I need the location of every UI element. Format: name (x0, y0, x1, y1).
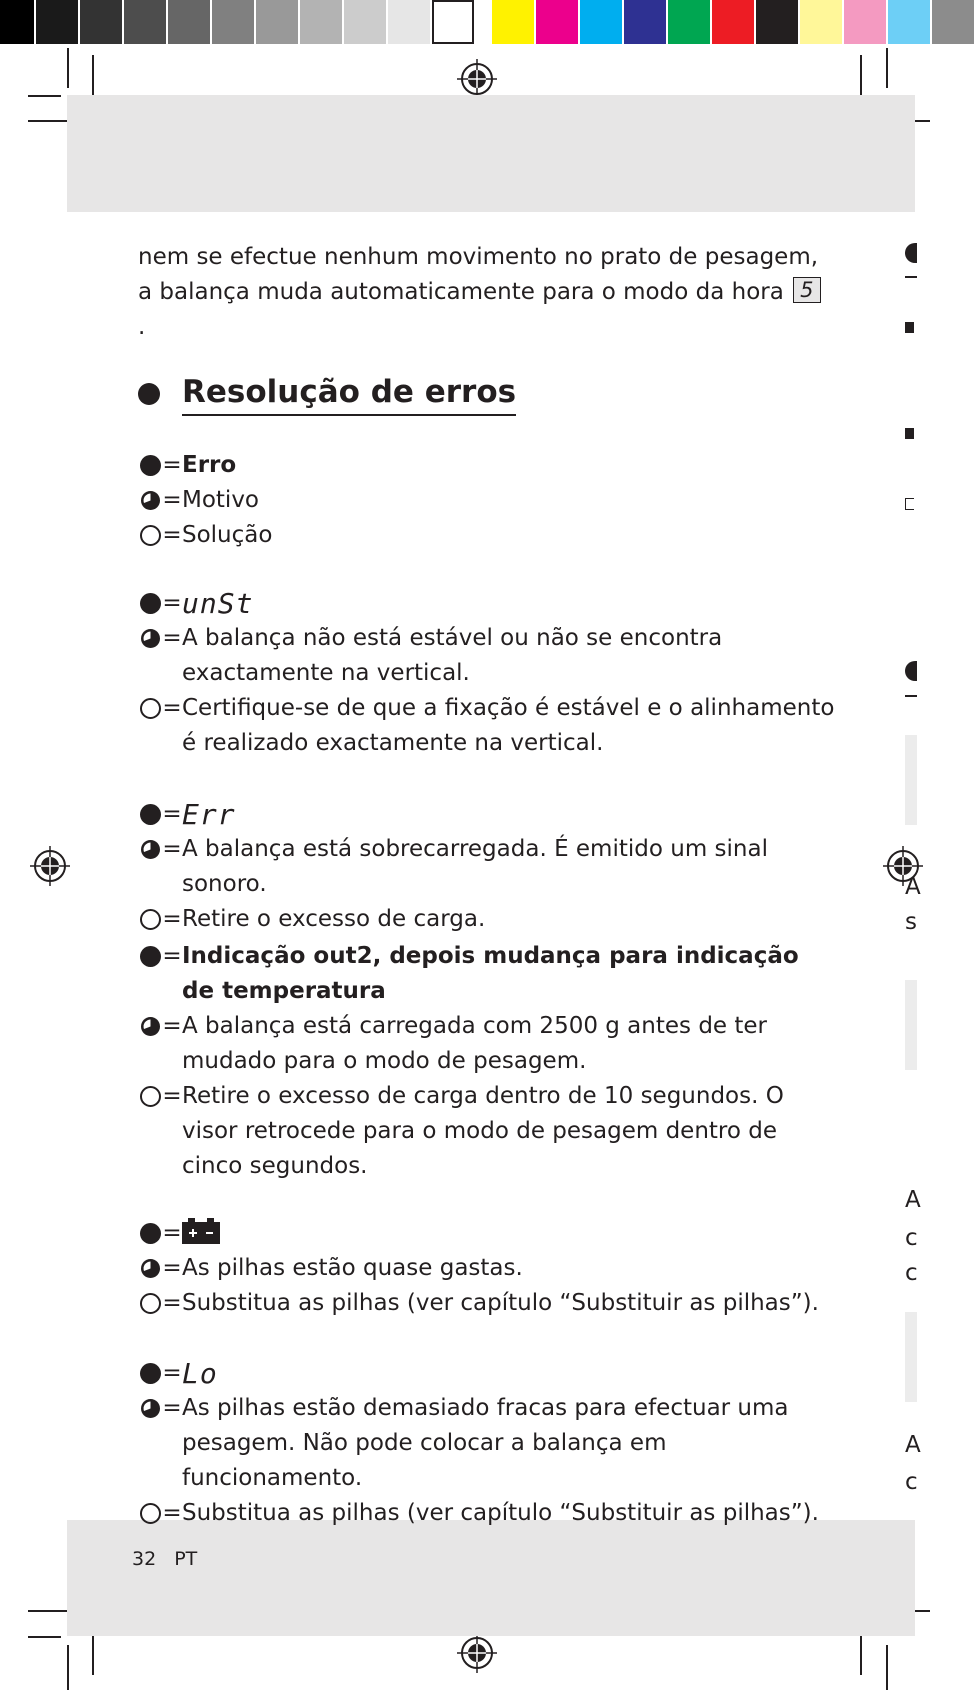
error-symbol-icon (140, 1363, 161, 1384)
color-swatch (80, 0, 122, 44)
reason-row (138, 1009, 838, 1079)
equals-sign: = (162, 943, 182, 969)
section-title: Resolução de erros (182, 372, 516, 416)
next-page-letter-fragment: c (905, 1260, 918, 1286)
section-heading (138, 372, 516, 416)
color-swatch (256, 0, 298, 44)
next-page-letter-fragment: A (905, 874, 921, 900)
equals-sign: = (162, 1360, 182, 1386)
equals-sign: = (162, 1013, 182, 1039)
error-symbol-icon (140, 946, 161, 967)
crop-mark (67, 48, 69, 88)
equals-sign: = (162, 625, 182, 651)
color-swatch (36, 0, 78, 44)
print-color-bar (0, 0, 954, 48)
color-swatch (624, 0, 666, 44)
reason-symbol-icon (140, 1016, 161, 1037)
error-symbol-icon (140, 1223, 161, 1244)
equals-sign: = (162, 590, 182, 616)
color-swatch (712, 0, 754, 44)
solution-symbol-icon (140, 1293, 161, 1314)
legend-list (138, 448, 838, 553)
solution-text: Certifique-se de que a fixação é estável e o alinhamento é realizado exactamente na vertical. (182, 695, 835, 756)
crop-mark (886, 48, 888, 88)
solution-row (138, 1496, 838, 1531)
color-swatch (756, 0, 798, 44)
color-swatch (300, 0, 342, 44)
error-entry-battery (138, 1216, 838, 1321)
legend-item-reason (138, 483, 838, 518)
solution-text: Substitua as pilhas (ver capítulo “Substituir as pilhas”). (182, 1290, 819, 1316)
error-symbol-icon (140, 804, 161, 825)
solution-row (138, 1079, 838, 1184)
next-page-panel-fragment (905, 980, 917, 1070)
figure-reference-box: 5 (793, 277, 820, 303)
color-swatch (0, 0, 34, 44)
reason-row (138, 621, 838, 691)
equals-sign: = (162, 1220, 182, 1246)
header-band (67, 95, 915, 212)
error-symbol-icon (140, 593, 161, 614)
error-row (138, 586, 838, 621)
color-swatch (536, 0, 578, 44)
color-swatch (668, 0, 710, 44)
intro-text: nem se efectue nenhum movimento no prato de pesagem, a balança muda automaticamente para o modo da hora (138, 244, 819, 305)
registration-mark-icon (30, 846, 70, 886)
crop-mark (28, 1636, 61, 1638)
solution-symbol-icon (140, 525, 161, 546)
battery-icon (182, 1218, 220, 1244)
equals-sign: = (162, 522, 182, 548)
intro-text-end: . (138, 314, 146, 340)
equals-sign: = (162, 1255, 182, 1281)
registration-mark-icon (457, 1633, 497, 1673)
crop-mark (92, 1630, 94, 1675)
legend-label: Motivo (182, 487, 260, 513)
reason-row (138, 1391, 838, 1496)
next-page-letter-fragment: s (905, 909, 917, 935)
equals-sign: = (162, 801, 182, 827)
color-swatch (212, 0, 254, 44)
solution-symbol-icon (140, 909, 161, 930)
next-page-letter-fragment: A (905, 1187, 921, 1213)
reason-symbol-icon (140, 1258, 161, 1279)
equals-sign: = (162, 1290, 182, 1316)
reason-row (138, 832, 838, 902)
legend-label: Erro (182, 452, 237, 478)
crop-mark (28, 95, 61, 97)
next-page-letter-fragment: c (905, 1225, 918, 1251)
equals-sign: = (162, 906, 182, 932)
solution-symbol-icon (140, 1086, 161, 1107)
bullet-dot-icon (138, 383, 160, 405)
equals-sign: = (162, 836, 182, 862)
color-swatch (580, 0, 622, 44)
reason-symbol-icon (140, 490, 161, 511)
solution-text: Retire o excesso de carga. (182, 906, 486, 932)
solution-text: Substitua as pilhas (ver capítulo “Substituir as pilhas”). (182, 1500, 819, 1526)
error-entry-unst (138, 586, 838, 761)
color-swatch (888, 0, 930, 44)
equals-sign: = (162, 1083, 182, 1109)
error-entry-out2 (138, 939, 838, 1184)
solution-text: Retire o excesso de carga dentro de 10 segundos. O visor retrocede para o modo de pesagem dentro de cinco segundos. (182, 1083, 784, 1179)
solution-row (138, 1286, 838, 1321)
color-swatch (492, 0, 534, 44)
error-entry-lo (138, 1356, 838, 1531)
next-page-square-fragment (905, 428, 914, 439)
equals-sign: = (162, 487, 182, 513)
reason-text: A balança está carregada com 2500 g antes de ter mudado para o modo de pesagem. (182, 1013, 768, 1074)
color-swatch (168, 0, 210, 44)
error-title-text: Indicação out2, depois mudança para indicação de temperatura (182, 943, 799, 1004)
crop-mark (886, 1645, 888, 1690)
color-swatch (844, 0, 886, 44)
lcd-display-text: unSt (182, 587, 254, 620)
intro-paragraph (138, 240, 828, 345)
color-swatch (344, 0, 386, 44)
color-swatch (124, 0, 166, 44)
equals-sign: = (162, 695, 182, 721)
legend-item-error (138, 448, 838, 483)
language-code: PT (174, 1548, 198, 1570)
reason-text: A balança não está estável ou não se encontra exactamente na vertical. (182, 625, 723, 686)
crop-mark (67, 1645, 69, 1690)
crop-mark (860, 1630, 862, 1675)
lcd-display-text: Err (182, 798, 236, 831)
error-row (138, 1216, 838, 1251)
error-entry-err (138, 797, 838, 937)
next-page-square-fragment (905, 322, 914, 333)
next-page-checkbox-fragment (905, 498, 914, 510)
reason-text: A balança está sobrecarregada. É emitido um sinal sonoro. (182, 836, 768, 897)
color-swatch (388, 0, 430, 44)
reason-symbol-icon (140, 628, 161, 649)
equals-sign: = (162, 452, 182, 478)
page-footer (132, 1548, 197, 1570)
reason-row (138, 1251, 838, 1286)
next-page-bullet-fragment (905, 661, 917, 681)
reason-symbol-icon (140, 1398, 161, 1419)
page-number: 32 (132, 1548, 157, 1570)
registration-mark-icon (457, 59, 497, 99)
next-page-underline-fragment (905, 276, 917, 278)
color-swatch (932, 0, 974, 44)
footer-band (67, 1520, 915, 1636)
error-symbol-icon (140, 455, 161, 476)
solution-symbol-icon (140, 1503, 161, 1524)
solution-row (138, 691, 838, 761)
color-swatch (432, 0, 474, 44)
error-row (138, 1356, 838, 1391)
solution-row (138, 902, 838, 937)
legend-item-solution (138, 518, 838, 553)
next-page-panel-fragment (905, 1312, 917, 1402)
error-row (138, 939, 838, 1009)
next-page-panel-fragment (905, 735, 917, 825)
equals-sign: = (162, 1500, 182, 1526)
solution-symbol-icon (140, 698, 161, 719)
next-page-bullet-fragment (905, 243, 917, 263)
color-swatch (800, 0, 842, 44)
next-page-letter-fragment: c (905, 1469, 918, 1495)
lcd-display-text: Lo (182, 1357, 218, 1390)
reason-symbol-icon (140, 839, 161, 860)
intro-block (138, 240, 828, 345)
reason-text: As pilhas estão quase gastas. (182, 1255, 523, 1281)
next-page-underline-fragment (905, 695, 917, 697)
equals-sign: = (162, 1395, 182, 1421)
reason-text: As pilhas estão demasiado fracas para efectuar uma pesagem. Não pode colocar a balança em funcionamento. (182, 1395, 789, 1491)
next-page-letter-fragment: A (905, 1432, 921, 1458)
error-row (138, 797, 838, 832)
legend-label: Solução (182, 522, 273, 548)
